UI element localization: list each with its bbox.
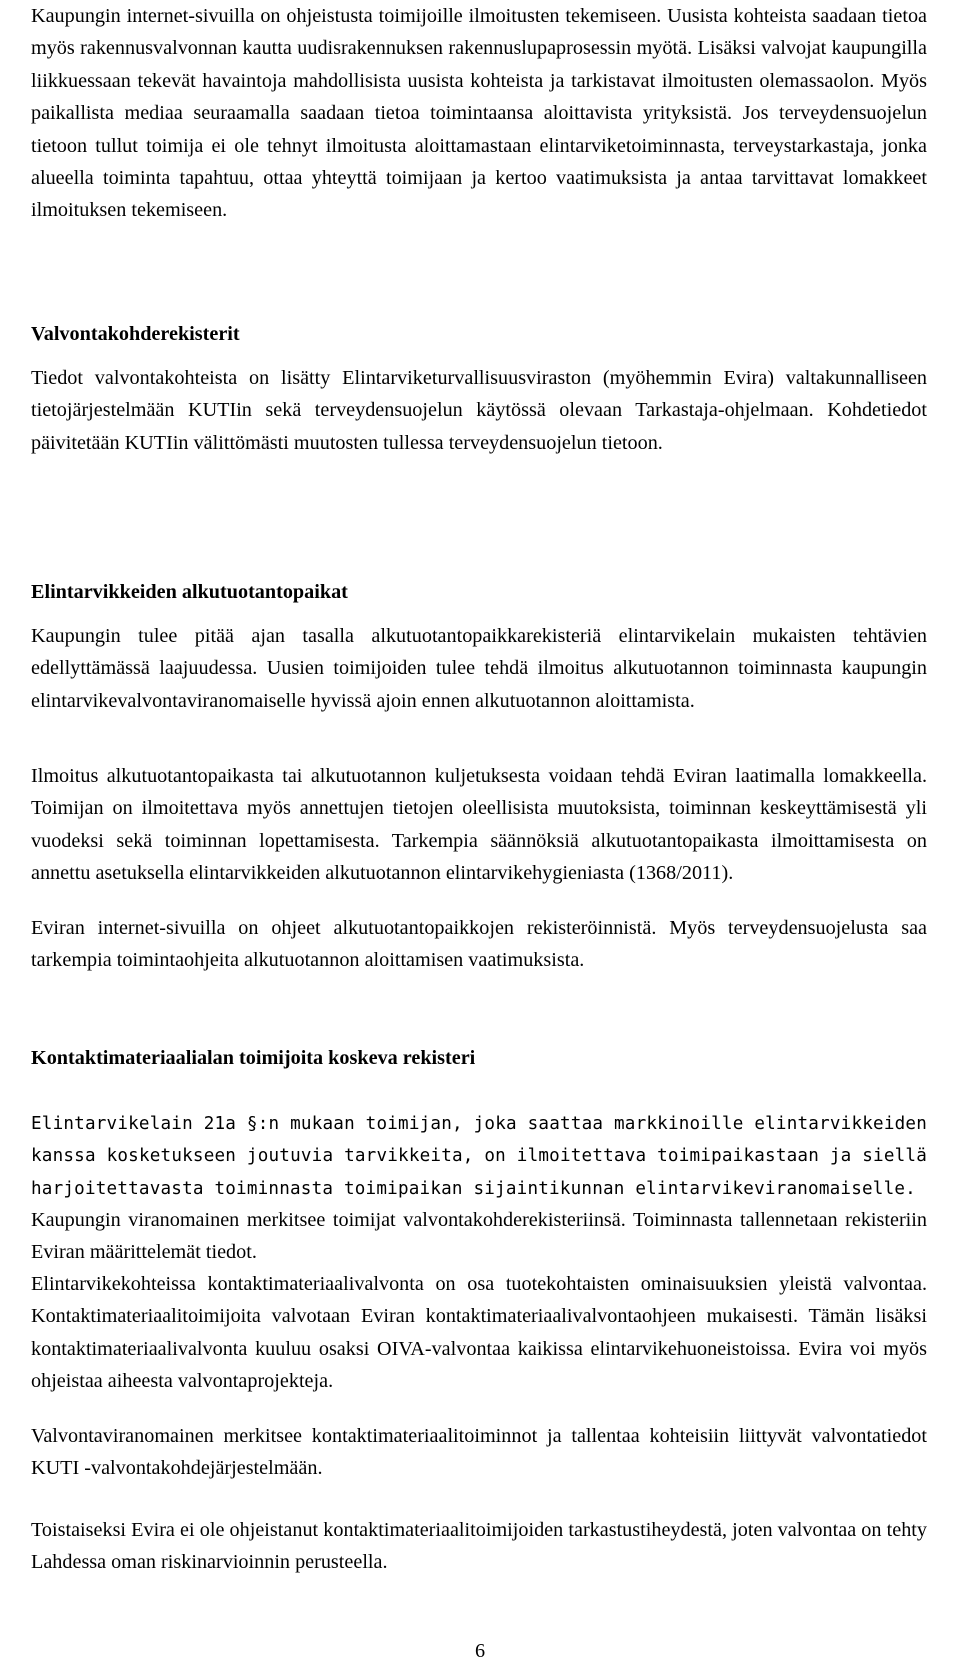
kontakti-paragraph-3: Elintarvikekohteissa kontaktimateriaalivalvonta on osa tuotekohtaisten ominaisuuksien yleistä valvontaa. Kontaktimateriaalitoimijoita valvotaan Eviran kontaktimateriaalivalvontaohjeen mukaisesti. Tämän lisäksi kontaktimateriaalivalvonta kuuluu osaksi OIVA-valvontaa kaikissa elintarvikehuoneistoissa. Evira voi myös ohjeistaa aiheesta valvontaprojekteja. — [31, 1273, 927, 1393]
kontakti-paragraph-5: Toistaiseksi Evira ei ole ohjeistanut kontaktimateriaalitoimijoiden tarkastustiheydestä, joten valvontaa on tehty Lahdessa oman riskinarvioinnin perusteella. — [31, 1519, 927, 1574]
valvontakohde-paragraph: Tiedot valvontakohteista on lisätty Elintarviketurvallisuusviraston (myöhemmin Evira) valtakunnalliseen tietojärjestelmään KUTIin sekä terveydensuojelun käytössä olevaan Tarkastaja-ohjelmaan. Kohdetiedot päivitetään KUTIin välittömästi muutosten tullessa terveydensuojelun tietoon. — [31, 367, 927, 454]
kontakti-paragraph-1: Elintarvikelain 21a §:n mukaan toimijan, joka saattaa markkinoille elintarvikkeiden kanssa kosketukseen joutuvia tarvikkeita, on ilmoitettava toimipaikastaan ja siellä harjoitettavasta toiminnasta toimipaikan sijaintikunnan elintarvikeviranomaiselle. — [31, 1114, 927, 1199]
section-heading-kontaktimateriaali: Kontaktimateriaalialan toimijoita koskeva rekisteri — [31, 1047, 476, 1069]
intro-paragraph: Kaupungin internet-sivuilla on ohjeistusta toimijoille ilmoitusten tekemiseen. Uusista kohteista saadaan tietoa myös rakennusvalvonnan kautta uudisrakennuksen rakennuslupaprosessin myötä. Lisäksi valvojat kaupungilla liikkuessaan tekevät havaintoja mahdollisista uusista kohteista ja tarkistavat ilmoitusten olemassaolon. Myös paikallista mediaa seuraamalla saadaan tietoa toimintaansa aloittavista yrityksistä. Jos terveydensuojelun tietoon tullut toimija ei ole tehnyt ilmoitusta aloittamastaan elintarviketoiminnasta, terveystarkastaja, jonka alueella toiminta tapahtuu, ottaa yhteyttä toimijaan ja kertoo vaatimuksista ja antaa tarvittavat lomakkeet ilmoituksen tekemiseen. — [31, 5, 927, 222]
alkutuotanto-paragraph-2: Ilmoitus alkutuotantopaikasta tai alkutuotannon kuljetuksesta voidaan tehdä Eviran laatimalla lomakkeella. Toimijan on ilmoitettava myös annettujen tietojen oleellisista muutoksista, toiminnan keskeyttämisestä yli vuodeksi sekä toiminnan lopettamisesta. Tarkempia säännöksiä alkutuotantopaikasta ilmoittamisesta on annettu asetuksella elintarvikkeiden alkutuotannon elintarvikehygieniasta (1368/2011). — [31, 765, 927, 885]
section-heading-alkutuotantopaikat: Elintarvikkeiden alkutuotantopaikat — [31, 581, 348, 603]
alkutuotanto-paragraph-1: Kaupungin tulee pitää ajan tasalla alkutuotantopaikkarekisteriä elintarvikelain mukaisten tehtävien edellyttämässä laajuudessa. Uusien toimijoiden tulee tehdä ilmoitus alkutuotannon toiminnasta kaupungin elintarvikevalvontaviranomaiselle hyvissä ajoin ennen alkutuotannon aloittamista. — [31, 625, 927, 712]
page-number: 6 — [474, 1640, 486, 1662]
section-heading-valvontakohderekisterit: Valvontakohderekisterit — [31, 323, 240, 345]
kontakti-paragraph-2: Kaupungin viranomainen merkitsee toimijat valvontakohderekisteriinsä. Toiminnasta tallennetaan rekisteriin Eviran määrittelemät tiedot. — [31, 1209, 927, 1264]
alkutuotanto-paragraph-3: Eviran internet-sivuilla on ohjeet alkutuotantopaikkojen rekisteröinnistä. Myös terveydensuojelusta saa tarkempia toimintaohjeita alkutuotannon aloittamisen vaatimuksista. — [31, 917, 927, 972]
kontakti-paragraph-4: Valvontaviranomainen merkitsee kontaktimateriaalitoiminnot ja tallentaa kohteisiin liittyvät valvontatiedot KUTI -valvontakohdejärjestelmään. — [31, 1425, 927, 1480]
